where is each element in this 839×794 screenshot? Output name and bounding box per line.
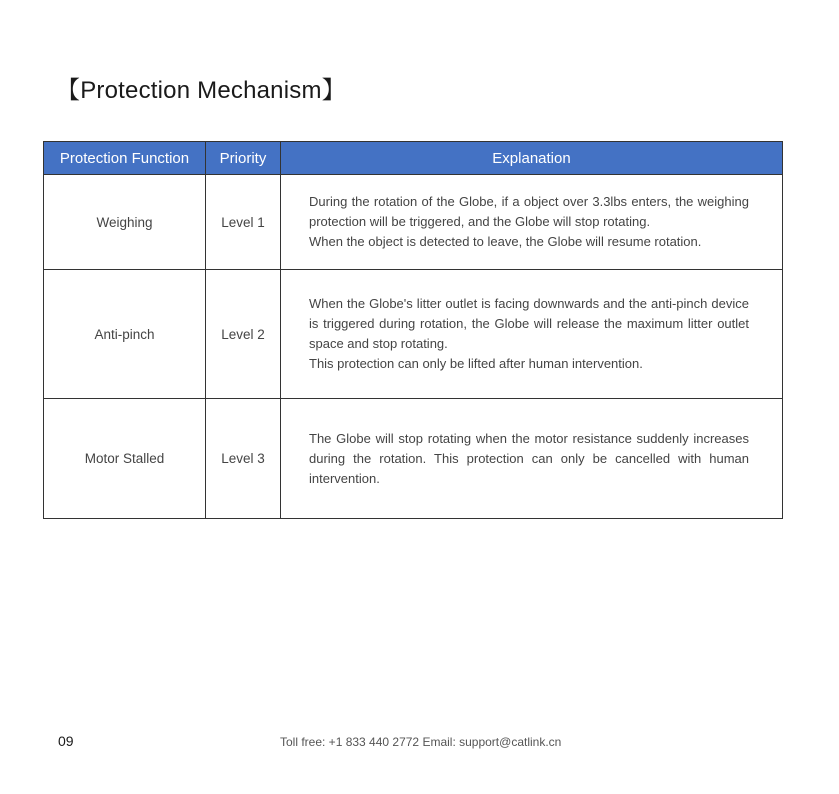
explanation-text: During the rotation of the Globe, if a object over 3.3lbs enters, the weighing protection will be triggered, and the Globe will stop rotating.	[309, 194, 749, 229]
protection-table	[43, 141, 783, 519]
explanation-cell	[281, 175, 783, 270]
explanation-text: When the object is detected to leave, the Globe will resume rotation.	[309, 234, 702, 249]
priority-cell: Level 2	[206, 270, 281, 399]
header-priority: Priority	[206, 142, 281, 175]
explanation-text: The Globe will stop rotating when the motor resistance suddenly increases during the rotation. This protection can only be cancelled with human intervention.	[309, 430, 749, 486]
priority-cell: Level 3	[206, 399, 281, 519]
function-cell: Weighing	[44, 175, 206, 270]
table-row	[44, 399, 783, 519]
explanation-cell	[281, 399, 783, 519]
header-protection-function: Protection Function	[44, 142, 206, 175]
table-header-row	[44, 142, 783, 175]
function-cell: Anti-pinch	[44, 270, 206, 399]
explanation-cell	[281, 270, 783, 399]
table-row	[44, 270, 783, 399]
function-cell: Motor Stalled	[44, 399, 206, 519]
page-number: 09	[58, 733, 74, 749]
header-explanation: Explanation	[281, 142, 783, 175]
explanation-text: When the Globe's litter outlet is facing downwards and the anti-pinch device is triggered during rotation, the Globe will release the maximum litter outlet space and stop rotating.	[309, 296, 749, 351]
page-title: 【Protection Mechanism】	[56, 77, 346, 104]
explanation-text: This protection can only be lifted after human intervention.	[309, 356, 643, 371]
footer-contact: Toll free: +1 833 440 2772 Email: support@catlink.cn	[280, 735, 562, 749]
table-row	[44, 175, 783, 270]
priority-cell: Level 1	[206, 175, 281, 270]
